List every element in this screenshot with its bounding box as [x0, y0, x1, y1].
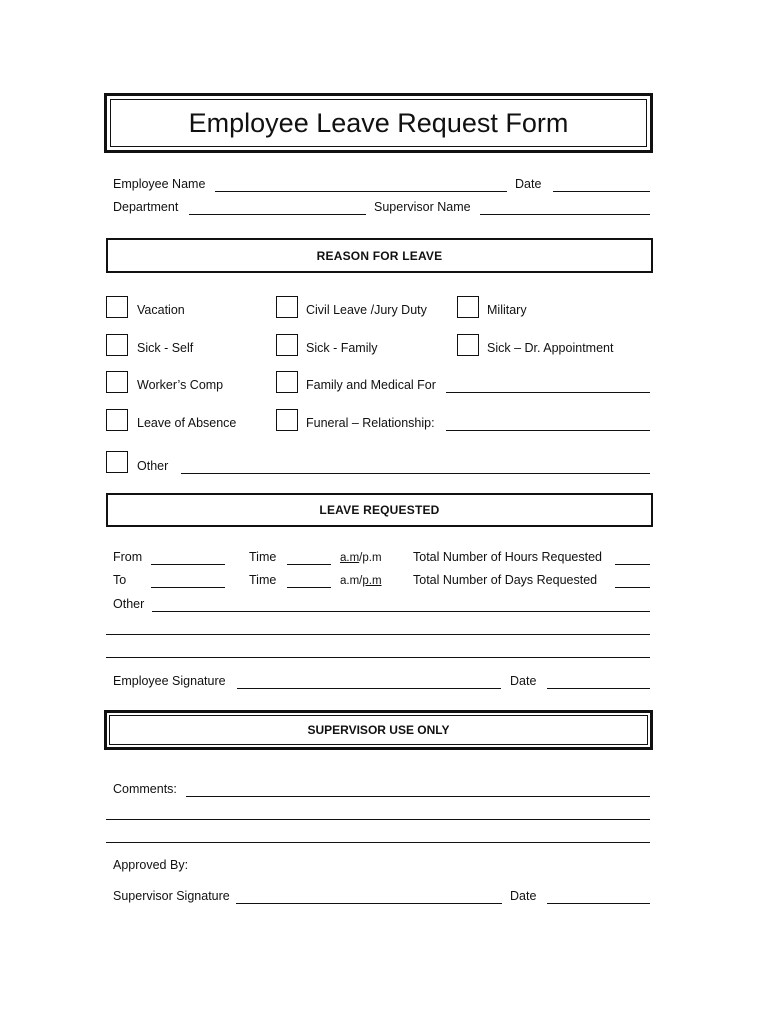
employee-signature-date-label: Date [510, 674, 537, 688]
civil-leave-label: Civil Leave /Jury Duty [306, 303, 427, 317]
from-field[interactable] [151, 564, 225, 565]
form-title-frame [104, 93, 653, 153]
from-time-field[interactable] [287, 564, 331, 565]
military-checkbox[interactable] [457, 296, 479, 318]
comments-label: Comments: [113, 782, 177, 796]
family-medical-checkbox[interactable] [276, 371, 298, 393]
other-reason-label: Other [137, 459, 169, 473]
sick-family-checkbox[interactable] [276, 334, 298, 356]
to-field[interactable] [151, 587, 225, 588]
supervisor-name-field[interactable] [480, 214, 650, 215]
leave-other-field[interactable] [152, 611, 650, 612]
from-label: From [113, 550, 143, 564]
date-field[interactable] [553, 191, 650, 192]
funeral-label: Funeral – Relationship: [306, 416, 435, 430]
hours-field[interactable] [615, 564, 650, 565]
sick-dr-label: Sick – Dr. Appointment [487, 341, 614, 355]
military-label: Military [487, 303, 527, 317]
supervisor-name-label: Supervisor Name [374, 200, 471, 214]
from-time-label: Time [249, 550, 277, 564]
date-label: Date [515, 177, 542, 191]
leave-other-line-3[interactable] [106, 657, 650, 658]
employee-name-field[interactable] [215, 191, 507, 192]
civil-leave-checkbox[interactable] [276, 296, 298, 318]
days-label: Total Number of Days Requested [413, 573, 598, 587]
vacation-label: Vacation [137, 303, 185, 317]
supervisor-signature-label: Supervisor Signature [113, 889, 230, 903]
funeral-relationship-field[interactable] [446, 430, 650, 431]
department-field[interactable] [189, 214, 366, 215]
vacation-checkbox[interactable] [106, 296, 128, 318]
from-am-option[interactable]: a.m [340, 552, 360, 564]
workers-comp-checkbox[interactable] [106, 371, 128, 393]
approved-by-label: Approved By: [113, 858, 189, 872]
funeral-checkbox[interactable] [276, 409, 298, 431]
comments-field[interactable] [186, 796, 650, 797]
sick-family-label: Sick - Family [306, 341, 378, 355]
supervisor-section-frame [104, 710, 653, 750]
sick-self-label: Sick - Self [137, 341, 194, 355]
to-pm-option[interactable]: p.m [362, 575, 382, 587]
supervisor-signature-field[interactable] [236, 903, 502, 904]
days-field[interactable] [615, 587, 650, 588]
leave-absence-checkbox[interactable] [106, 409, 128, 431]
employee-name-label: Employee Name [113, 177, 206, 191]
supervisor-date-label: Date [510, 889, 537, 903]
from-pm-option[interactable]: p.m [362, 552, 382, 564]
employee-signature-label: Employee Signature [113, 674, 226, 688]
comments-line-2[interactable] [106, 819, 650, 820]
other-reason-field[interactable] [181, 473, 650, 474]
to-time-label: Time [249, 573, 277, 587]
leave-other-label: Other [113, 597, 145, 611]
workers-comp-label: Worker’s Comp [137, 378, 224, 392]
department-label: Department [113, 200, 179, 214]
hours-label: Total Number of Hours Requested [413, 550, 602, 564]
other-reason-checkbox[interactable] [106, 451, 128, 473]
supervisor-date-field[interactable] [547, 903, 650, 904]
to-label: To [113, 573, 127, 587]
to-am-option[interactable]: a.m [340, 575, 360, 587]
reason-section-header: REASON FOR LEAVE [106, 238, 653, 273]
to-ampm-slash: / [359, 575, 363, 587]
leave-section-header: LEAVE REQUESTED [106, 493, 653, 527]
employee-signature-date-field[interactable] [547, 688, 650, 689]
family-medical-label: Family and Medical For [306, 378, 436, 392]
to-time-field[interactable] [287, 587, 331, 588]
form-title: Employee Leave Request Form [110, 99, 647, 147]
from-ampm-slash: / [359, 552, 363, 564]
leave-other-line-2[interactable] [106, 634, 650, 635]
to-ampm[interactable] [340, 574, 382, 588]
comments-line-3[interactable] [106, 842, 650, 843]
from-ampm[interactable] [340, 551, 382, 565]
sick-dr-checkbox[interactable] [457, 334, 479, 356]
employee-signature-field[interactable] [237, 688, 501, 689]
family-medical-field[interactable] [446, 392, 650, 393]
sick-self-checkbox[interactable] [106, 334, 128, 356]
supervisor-section-header: SUPERVISOR USE ONLY [109, 715, 648, 745]
leave-absence-label: Leave of Absence [137, 416, 237, 430]
